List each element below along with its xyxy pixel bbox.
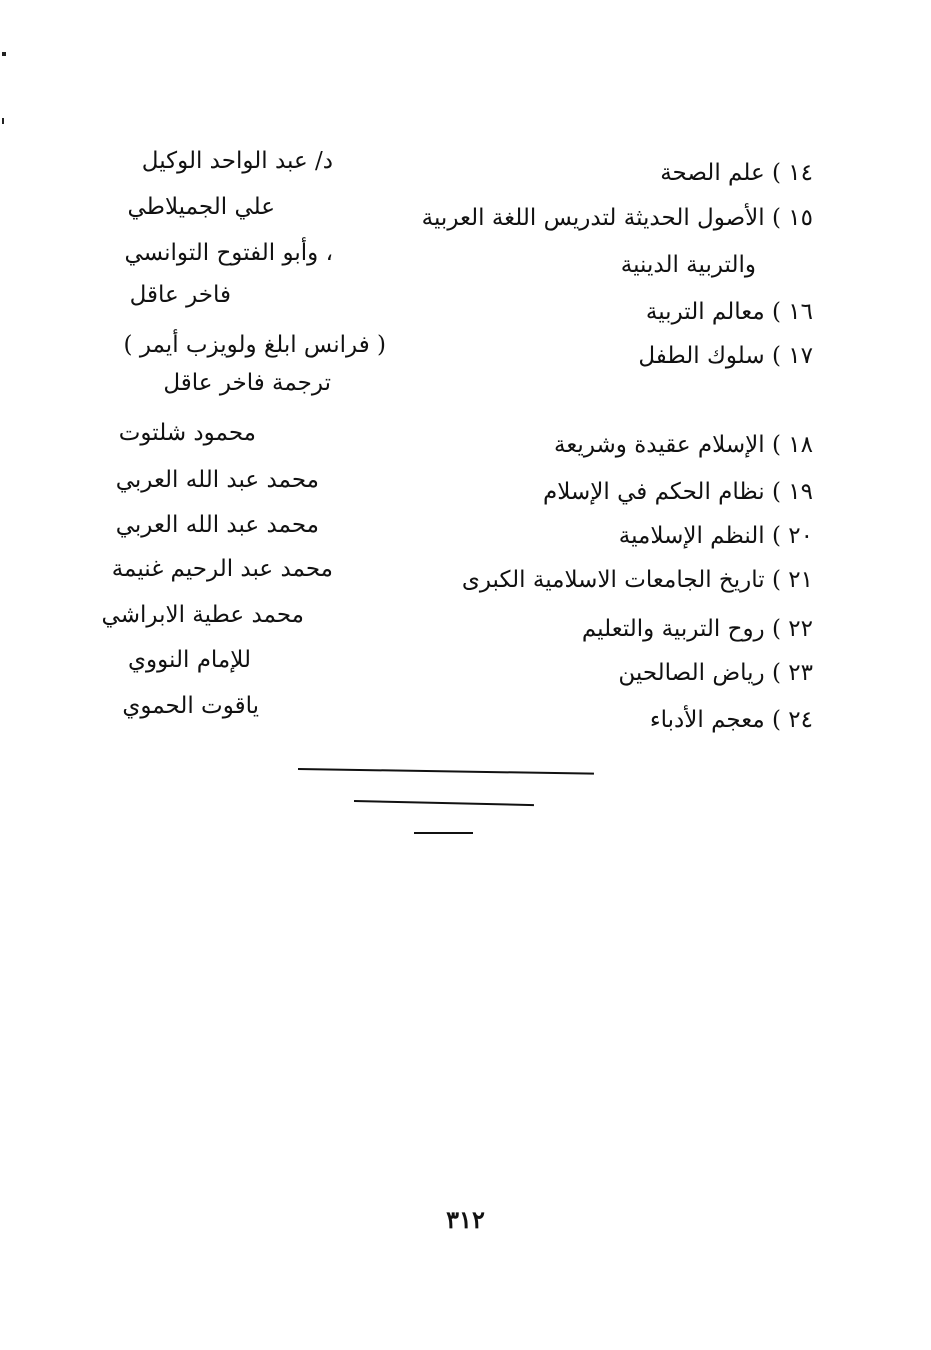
entry-number: ١٧ — [788, 343, 813, 369]
bibliography-title: ١٥ ) الأصول الحديثة لتدريس اللغة العربية — [421, 205, 813, 231]
page-number: ٣١٢ — [446, 1205, 485, 1234]
bibliography-author: فاخر عاقل — [129, 282, 231, 308]
bibliography-author-continuation: ترجمة فاخر عاقل — [163, 370, 331, 396]
bibliography-author: علي الجميلاطي — [127, 194, 275, 220]
entry-number: ١٩ — [788, 479, 813, 505]
entry-title: سلوك الطفل — [638, 343, 765, 369]
bibliography-author: د/ عبد الواحد الوكيل — [141, 148, 333, 174]
bibliography-title: ١٩ ) نظام الحكم في الإسلام — [543, 479, 813, 505]
closing-rule-long — [298, 768, 594, 775]
entry-number: ١٥ — [788, 205, 813, 231]
entry-title: الأصول الحديثة لتدريس اللغة العربية — [421, 205, 765, 231]
bibliography-title: ١٨ ) الإسلام عقيدة وشريعة — [553, 432, 813, 458]
bibliography-title: ١٤ ) علم الصحة — [660, 160, 813, 186]
entry-title: معالم التربية — [645, 299, 765, 325]
entry-number: ٢٣ — [788, 660, 813, 686]
bibliography-title: ٢٤ ) معجم الأدباء — [649, 707, 813, 733]
entry-title: الإسلام عقيدة وشريعة — [553, 432, 765, 458]
bibliography-title: ٢٠ ) النظم الإسلامية — [618, 523, 813, 549]
bibliography-title: ١٧ ) سلوك الطفل — [638, 343, 813, 369]
bibliography-author: محمد عبد الرحيم غنيمة — [111, 556, 333, 582]
bibliography-author: للإمام النووي — [128, 647, 251, 673]
bibliography-title: ٢١ ) تاريخ الجامعات الاسلامية الكبرى — [461, 567, 813, 593]
entry-title: رياض الصالحين — [618, 660, 765, 686]
entry-title: علم الصحة — [660, 160, 765, 186]
entry-title: نظام الحكم في الإسلام — [543, 479, 765, 505]
entry-title: روح التربية والتعليم — [581, 616, 765, 642]
bibliography-author: محمود شلتوت — [118, 420, 256, 446]
closing-rule-short — [414, 832, 473, 834]
scan-mark — [2, 52, 6, 56]
bibliography-author: ياقوت الحموي — [122, 693, 259, 719]
bibliography-title: ١٦ ) معالم التربية — [645, 299, 813, 325]
entry-title: النظم الإسلامية — [618, 523, 765, 549]
bibliography-author: محمد عطية الابراشي — [101, 602, 304, 628]
bibliography-title: ٢٢ ) روح التربية والتعليم — [581, 616, 813, 642]
bibliography-author-continuation: ، وأبو الفتوح التوانسي — [124, 240, 333, 266]
entry-number: ١٨ — [788, 432, 813, 458]
bibliography-author: ( فرانس ابلغ ولويزب أيمر ) — [123, 332, 386, 358]
bibliography-author: محمد عبد الله العربي — [115, 467, 319, 493]
entry-number: ١٤ — [788, 160, 813, 186]
bibliography-title: ٢٣ ) رياض الصالحين — [618, 660, 813, 686]
scan-mark — [2, 118, 4, 124]
bibliography-author: محمد عبد الله العربي — [115, 512, 319, 538]
entry-number: ٢١ — [788, 567, 813, 593]
entry-number: ٢٤ — [788, 707, 813, 733]
entry-title: تاريخ الجامعات الاسلامية الكبرى — [461, 567, 765, 593]
entry-number: ٢٢ — [788, 616, 813, 642]
closing-rule-medium — [354, 800, 534, 806]
entry-number: ٢٠ — [788, 523, 813, 549]
entry-title: معجم الأدباء — [649, 707, 765, 733]
entry-number: ١٦ — [788, 299, 813, 325]
entry-title-continuation: والتربية الدينية — [620, 252, 756, 278]
